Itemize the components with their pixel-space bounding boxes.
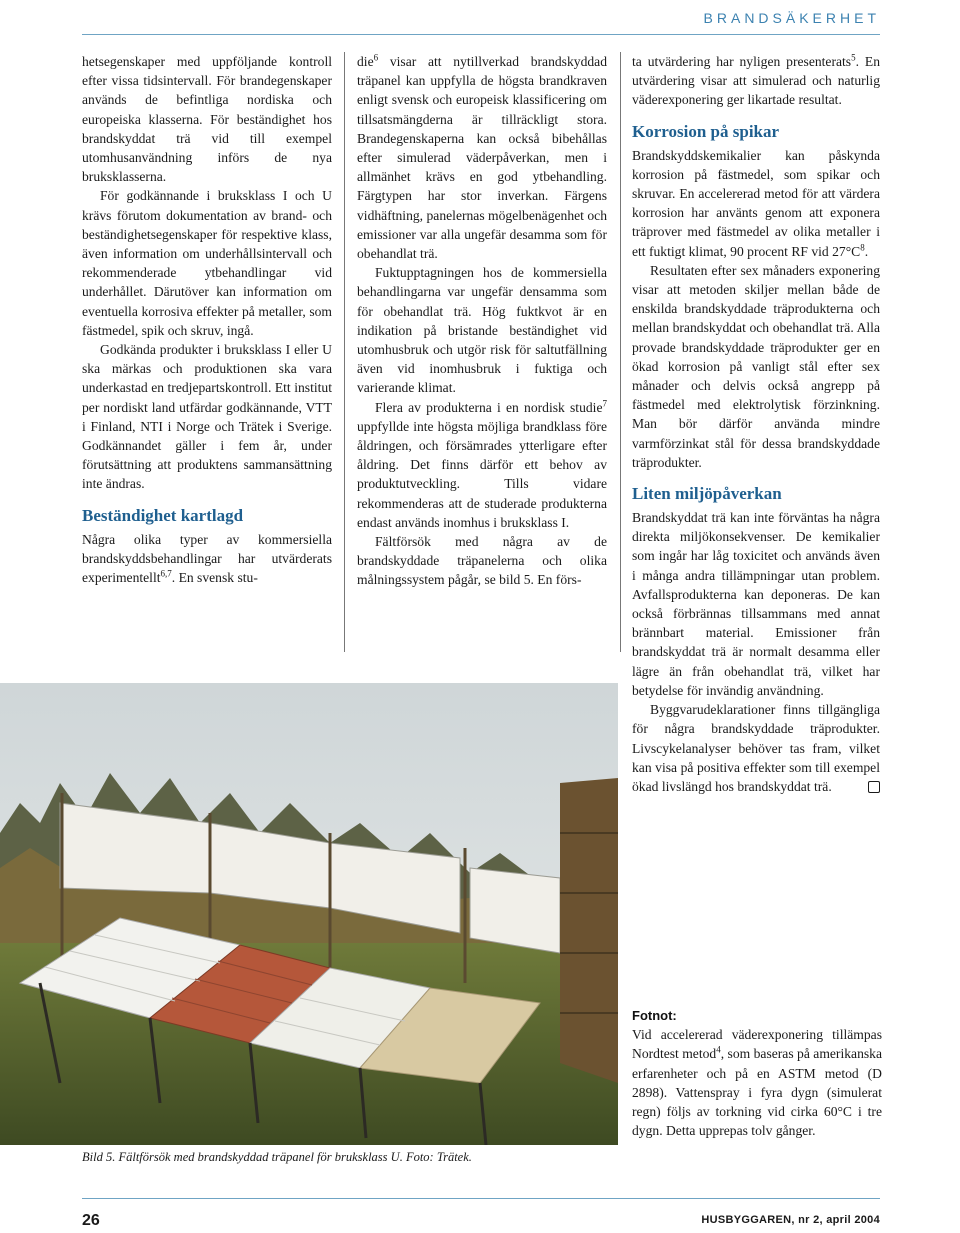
paragraph: die$^6$ visar att nytillverkad brandskyddad träpanel kan uppfylla de högsta brandkraven enligt svensk och europeisk klassificering om tillsatsmängderna är tillräckligt stora. Brandegenskaperna kan också bibehållas efter simulerad väderpåverkan, men i allmänhet krävs en god ytbehandling. Färgtypen har stor inverkan. Färgens vidhäftning, panelernas mögelbenägenhet och emissioner var alla ungefär desamma som för obehandlat trä. (357, 52, 607, 262)
reference-sup: 8 (860, 242, 865, 253)
footnote-text: Vid accelererad väderexponering tillämpas Nordtest metod$^4$, som baseras på amerikanska erfarenheter och på en ASTM metod (D 2898). Vattenspray i fyra dygn (simulerat regn) följs av torkning vid cirka 60°C i tre dygn. Detta upprepas tolv gånger. (632, 1027, 882, 1139)
column-divider (620, 52, 621, 652)
figure-caption: Bild 5. Fältförsök med brandskyddad träpanel för bruksklass U. Foto: Trätek. (82, 1150, 472, 1164)
footnote-title: Fotnot: (632, 1008, 677, 1023)
paragraph: Fältförsök med några av de brandskyddade träpanelerna och olika målningssystem pågår, se bild 5. En förs- (357, 534, 607, 588)
text-column-3 (632, 52, 880, 796)
paragraph: Brandskyddskemikalier kan påskynda korrosion på fästmedel, som spikar och skruvar. En accelererad metod för att värdera korrosion har använts genom att exponera träprover med fästmedel av olika metaller i ett fuktigt klimat, 90 procent RF vid $27^\circ C^8$. (632, 147, 880, 259)
paragraph: För godkännande i bruksklass I och U krävs förutom dokumentation av brand- och beständighetsegenskaper för respektive klass, även information om underhållsintervall och rekommenderade ytbehandlingar vid underhållet. Därutöver kan information om eventuella korrosiva effekter på metaller, som fästmedel, spik och skruv, ingå. (82, 188, 332, 338)
footnote (632, 1006, 882, 1140)
header-rule (82, 34, 880, 35)
paragraph: hetsegenskaper med uppföljande kontroll efter vissa tidsintervall. För brandegenskaper används de befintliga nordiska och europeiska klasserna. För beständighet hos brandskyddat trä vid till exempel utomhusanvändning införs de nya bruksklasserna. (82, 54, 332, 185)
end-of-article-icon (868, 781, 880, 793)
field-test-photo (0, 683, 618, 1145)
paragraph: Fuktupptagningen hos de kommersiella behandlingarna var ungefär densamma som för obehandlat trä. Hög fuktkvot är en indikation på bristande beständighet vid utomhusbruk och utgör risk för saltutfällning även vid inomhusbruk i fuktiga och varierande klimat. (357, 265, 607, 396)
reference-sup: 7 (602, 398, 607, 409)
column-divider (344, 52, 345, 652)
paragraph: Resultaten efter sex månaders exponering visar att metoden skiljer mellan både de enskilda brandskyddade träprodukterna och mellan brandskyddat och obehandlat trä. Alla provade brandskyddade träprodukter ger en ökad korrosion på vanligt stål efter sex månader och delvis också angrepp på fästmedel med elektrolytisk förzinkning. Man bör därför använda mindre varmförzinkat stål för dessa brandskyddade träprodukter. (632, 262, 880, 470)
section-label: BRANDSÄKERHET (703, 10, 880, 26)
paragraph: Flera av produkterna i en nordisk studie$^7$ uppfyllde inte högsta möjliga brandklass före åldringen, och försämrades ytterligare efter åldring. Det finns därför ett behov av produktutveckling. Tills vidare rekommenderas att de studerade produkterna endast används inomhus i bruksklass I. (357, 398, 607, 530)
paragraph: Några olika typer av kommersiella brandskyddsbehandlingar har utvärderats experimentellt$^{6,7}$. En svensk stu- (82, 531, 332, 586)
page-number: 26 (82, 1212, 100, 1229)
reference-sup: 6,7 (160, 568, 172, 579)
section-heading: Liten miljöpåverkan (632, 484, 782, 504)
paragraph: ta utvärdering har nyligen presenterats$^5$. En utvärdering visar att simulerad och naturlig väderexponering ger likartade resultat. (632, 52, 880, 108)
paragraph: Godkända produkter i bruksklass I eller U ska märkas och produktionen ska vara underkastad en tredjepartskontroll. Ett institut per nordiskt land utfärdar godkännande, VTT i Finland, NTI i Norge och Trätek i Sverige. Godkännandet gäller i fem år, under förutsättning att produktens sammansättning inte ändras. (82, 342, 332, 492)
paragraph: Brandskyddat trä kan inte förväntas ha några direkta miljökonsekvenser. De kemikalier som ingår har låg toxicitet och används även i många andra tillämpningar utan problem. Avfallsprodukterna kan deponeras. De kan också förbrännas tillsammans med annat brännbart material. Emissioner från brandskyddat trä är normalt desamma eller lägre än från obehandlat trä, vilket har betydelse för invändig användning. (632, 510, 880, 698)
section-heading: Beständighet kartlagd (82, 505, 244, 525)
text-column-1 (82, 52, 332, 587)
reference-sup: 5 (851, 52, 856, 63)
reference-sup: 4 (716, 1044, 721, 1055)
journal-reference: HUSBYGGAREN, nr 2, april 2004 (701, 1214, 880, 1226)
paragraph: Byggvarudeklarationer finns tillgängliga för några brandskyddade träprodukter. Livscykelanalyser behöver tas fram, vilket kan visa på positiva effekter som till exempel ökad livslängd hos brandskyddat trä. (632, 702, 880, 794)
section-heading: Korrosion på spikar (632, 121, 780, 141)
footer-rule (82, 1198, 880, 1199)
reference-sup: 6 (373, 52, 379, 63)
text-column-2 (357, 52, 607, 590)
